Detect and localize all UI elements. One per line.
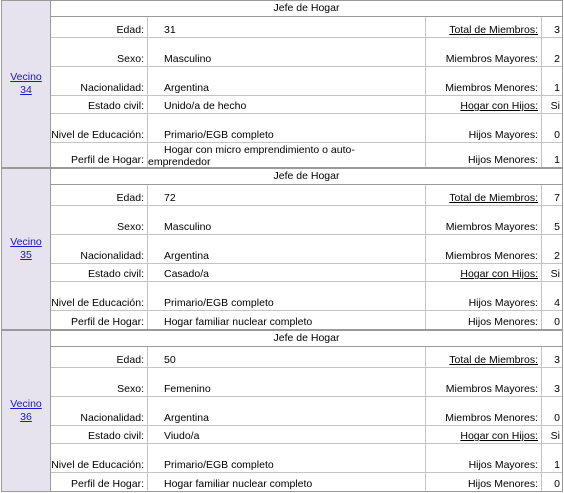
label-nacionalidad: Nacionalidad: [51, 67, 148, 95]
vecino-side-cell [1, 330, 50, 492]
label-miembros-menores: Miembros Menores: [426, 67, 542, 95]
label-hijos-mayores: Hijos Mayores: [426, 444, 542, 472]
label-hijos-mayores: Hijos Mayores: [426, 282, 542, 310]
value-hijos-menores: 1 [554, 154, 560, 166]
value-nivel-educacion: Primario/EGB completo [148, 282, 426, 310]
label-nivel-educacion: Nivel de Educación: [51, 444, 148, 472]
perfil-line-2: emprendedor [148, 156, 211, 168]
value-edad: 72 [148, 185, 426, 205]
label-hijos-menores: Hijos Menores: [426, 311, 542, 329]
label-nivel-educacion: Nivel de Educación: [51, 114, 148, 142]
label-nacionalidad: Nacionalidad: [51, 235, 148, 263]
vecino-block [1, 330, 563, 492]
value-nacionalidad: Argentina [148, 397, 426, 425]
value-hijos-mayores: 0 [554, 129, 560, 141]
label-nivel-educacion: Nivel de Educación: [51, 282, 148, 310]
row-nacionalidad [51, 67, 562, 96]
label-hijos-menores: Hijos Menores: [426, 473, 542, 491]
value-perfil-hogar [148, 143, 426, 167]
value-edad: 31 [148, 17, 426, 37]
label-edad: Edad: [51, 185, 148, 205]
label-perfil-hogar: Perfil de Hogar: [51, 311, 148, 329]
row-edad [51, 185, 562, 206]
value-sexo: Masculino [148, 38, 426, 66]
label-miembros-menores: Miembros Menores: [426, 397, 542, 425]
value-edad: 50 [148, 347, 426, 367]
vecino-side-cell [1, 168, 50, 330]
jefe-de-hogar-table [50, 0, 563, 168]
value-hogar-con-hijos: Si [550, 100, 560, 112]
perfil-line-1: Hogar con micro emprendimiento o auto- [164, 144, 355, 156]
label-estado-civil: Estado civil: [51, 96, 148, 113]
value-miembros-mayores: 5 [554, 221, 560, 233]
value-miembros-menores: 2 [554, 250, 560, 262]
row-nivel-educacion [51, 282, 562, 311]
value-hogar-con-hijos: Si [550, 268, 560, 280]
jefe-de-hogar-table [50, 168, 563, 330]
value-hijos-mayores: 1 [554, 459, 560, 471]
row-sexo [51, 368, 562, 397]
row-perfil-hogar [51, 473, 562, 491]
row-estado-civil [51, 426, 562, 444]
label-estado-civil: Estado civil: [51, 264, 148, 281]
value-total-miembros: 3 [554, 24, 560, 36]
label-miembros-menores: Miembros Menores: [426, 235, 542, 263]
vecino-link[interactable]: Vecino 34 [10, 71, 42, 96]
row-estado-civil [51, 96, 562, 114]
value-perfil-hogar: Hogar familiar nuclear completo [148, 473, 426, 491]
label-hijos-menores: Hijos Menores: [426, 143, 542, 167]
value-sexo: Femenino [148, 368, 426, 396]
value-estado-civil: Unido/a de hecho [148, 96, 426, 113]
label-hijos-mayores: Hijos Mayores: [426, 114, 542, 142]
value-estado-civil: Casado/a [148, 264, 426, 281]
row-sexo [51, 206, 562, 235]
vecino-block [1, 168, 563, 330]
value-estado-civil: Viudo/a [148, 426, 426, 443]
row-perfil-hogar [51, 143, 562, 167]
row-nacionalidad [51, 397, 562, 426]
label-hogar-con-hijos: Hogar con Hijos: [426, 96, 542, 113]
value-hogar-con-hijos: Si [550, 430, 560, 442]
jefe-de-hogar-table [50, 330, 563, 492]
row-edad [51, 347, 562, 368]
row-sexo [51, 38, 562, 67]
value-nivel-educacion: Primario/EGB completo [148, 114, 426, 142]
label-nacionalidad: Nacionalidad: [51, 397, 148, 425]
value-total-miembros: 7 [554, 192, 560, 204]
value-miembros-mayores: 2 [554, 53, 560, 65]
label-miembros-mayores: Miembros Mayores: [426, 206, 542, 234]
label-estado-civil: Estado civil: [51, 426, 148, 443]
row-nacionalidad [51, 235, 562, 264]
label-miembros-mayores: Miembros Mayores: [426, 38, 542, 66]
section-header: Jefe de Hogar [51, 1, 562, 17]
label-edad: Edad: [51, 17, 148, 37]
vecino-block [1, 0, 563, 168]
row-nivel-educacion [51, 114, 562, 143]
row-nivel-educacion [51, 444, 562, 473]
label-total-miembros: Total de Miembros: [426, 347, 542, 367]
label-total-miembros: Total de Miembros: [426, 17, 542, 37]
label-perfil-hogar: Perfil de Hogar: [51, 473, 148, 491]
value-hijos-menores: 0 [554, 316, 560, 328]
value-hijos-menores: 0 [554, 478, 560, 490]
value-nacionalidad: Argentina [148, 235, 426, 263]
vecino-side-cell [1, 0, 50, 168]
vecinos-table [1, 0, 563, 493]
vecino-link[interactable]: Vecino 35 [10, 236, 42, 261]
row-estado-civil [51, 264, 562, 282]
label-sexo: Sexo: [51, 206, 148, 234]
label-hogar-con-hijos: Hogar con Hijos: [426, 264, 542, 281]
value-hijos-mayores: 4 [554, 297, 560, 309]
value-perfil-hogar: Hogar familiar nuclear completo [148, 311, 426, 329]
label-miembros-mayores: Miembros Mayores: [426, 368, 542, 396]
label-sexo: Sexo: [51, 368, 148, 396]
label-hogar-con-hijos: Hogar con Hijos: [426, 426, 542, 443]
row-edad [51, 17, 562, 38]
label-total-miembros: Total de Miembros: [426, 185, 542, 205]
section-header: Jefe de Hogar [51, 169, 562, 185]
value-miembros-menores: 1 [554, 82, 560, 94]
value-nacionalidad: Argentina [148, 67, 426, 95]
value-miembros-mayores: 3 [554, 383, 560, 395]
label-perfil-hogar: Perfil de Hogar: [51, 143, 148, 167]
vecino-link[interactable]: Vecino 36 [10, 398, 42, 423]
label-edad: Edad: [51, 347, 148, 367]
value-nivel-educacion: Primario/EGB completo [148, 444, 426, 472]
value-sexo: Masculino [148, 206, 426, 234]
row-perfil-hogar [51, 311, 562, 329]
value-miembros-menores: 0 [554, 412, 560, 424]
label-sexo: Sexo: [51, 38, 148, 66]
value-total-miembros: 3 [554, 354, 560, 366]
section-header: Jefe de Hogar [51, 331, 562, 347]
